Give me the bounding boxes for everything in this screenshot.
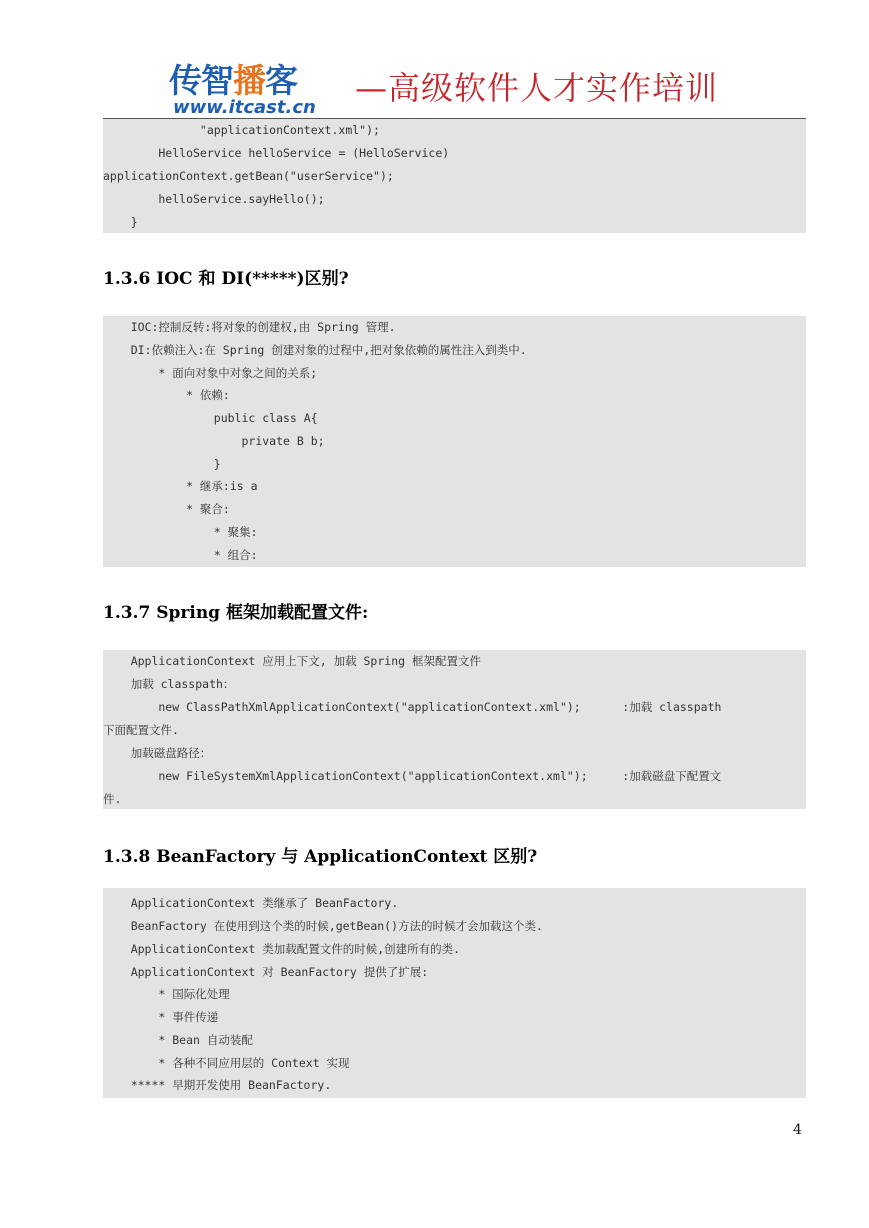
code-line: private B b;	[103, 434, 325, 448]
code-line: applicationContext.getBean("userService");	[103, 169, 394, 183]
code-block-1	[103, 119, 806, 233]
code-line: HelloService helloService = (HelloService)	[103, 146, 450, 160]
code-line: DI:依赖注入:在 Spring 创建对象的过程中,把对象依赖的属性注入到类中.	[103, 343, 527, 357]
code-line: * 国际化处理	[103, 987, 230, 1001]
itcast-logo	[169, 62, 359, 118]
code-line: * 各种不同应用层的 Context 实现	[103, 1056, 350, 1070]
code-line: ApplicationContext 应用上下文, 加载 Spring 框架配置文件	[103, 654, 481, 668]
code-line: new FileSystemXmlApplicationContext("applicationContext.xml"); :加载磁盘下配置文	[103, 769, 722, 783]
code-line: public class A{	[103, 411, 318, 425]
code-block-3	[103, 650, 806, 809]
code-line: 加载 classpath：	[103, 677, 235, 691]
code-line: "applicationContext.xml");	[103, 123, 380, 137]
code-line: * 面向对象中对象之间的关系;	[103, 366, 318, 380]
code-line: * 继承:is a	[103, 479, 258, 493]
code-line: 加载磁盘路径：	[103, 746, 212, 760]
section-heading-1-3-6: 1.3.6 IOC 和 DI(*****)区别?	[103, 269, 349, 289]
code-line: BeanFactory 在使用到这个类的时候,getBean()方法的时候才会加载这个类.	[103, 919, 543, 933]
code-line: * Bean 自动装配	[103, 1033, 253, 1047]
code-line: ApplicationContext 类加载配置文件的时候,创建所有的类.	[103, 942, 461, 956]
code-line: * 聚合:	[103, 502, 230, 516]
section-heading-1-3-8: 1.3.8 BeanFactory 与 ApplicationContext 区别?	[103, 847, 538, 867]
code-line: * 依赖:	[103, 388, 230, 402]
code-block-4	[103, 888, 806, 1098]
logo-url: www.itcast.cn	[173, 97, 316, 118]
code-line: }	[103, 457, 221, 471]
code-line: ***** 早期开发使用 BeanFactory.	[103, 1078, 332, 1092]
code-line: }	[103, 215, 138, 229]
page-number: 4	[793, 1122, 802, 1138]
code-line: new ClassPathXmlApplicationContext("applicationContext.xml"); :加载 classpath	[103, 700, 722, 714]
code-line: ApplicationContext 类继承了 BeanFactory.	[103, 896, 399, 910]
code-line: helloService.sayHello();	[103, 192, 325, 206]
code-block-2	[103, 316, 806, 567]
code-line: 下面配置文件.	[103, 723, 179, 737]
code-line: * 聚集:	[103, 525, 258, 539]
code-line: 件.	[103, 792, 122, 806]
code-line: ApplicationContext 对 BeanFactory 提供了扩展:	[103, 965, 429, 979]
page-header	[103, 58, 806, 118]
code-line: IOC:控制反转:将对象的创建权,由 Spring 管理.	[103, 320, 396, 334]
section-heading-1-3-7: 1.3.7 Spring 框架加载配置文件:	[103, 603, 369, 623]
code-line: * 组合:	[103, 548, 258, 562]
logo-chinese-text: 传智播客	[169, 61, 297, 100]
header-slogan: —高级软件人才实作培训	[355, 69, 719, 107]
code-line: * 事件传递	[103, 1010, 219, 1024]
